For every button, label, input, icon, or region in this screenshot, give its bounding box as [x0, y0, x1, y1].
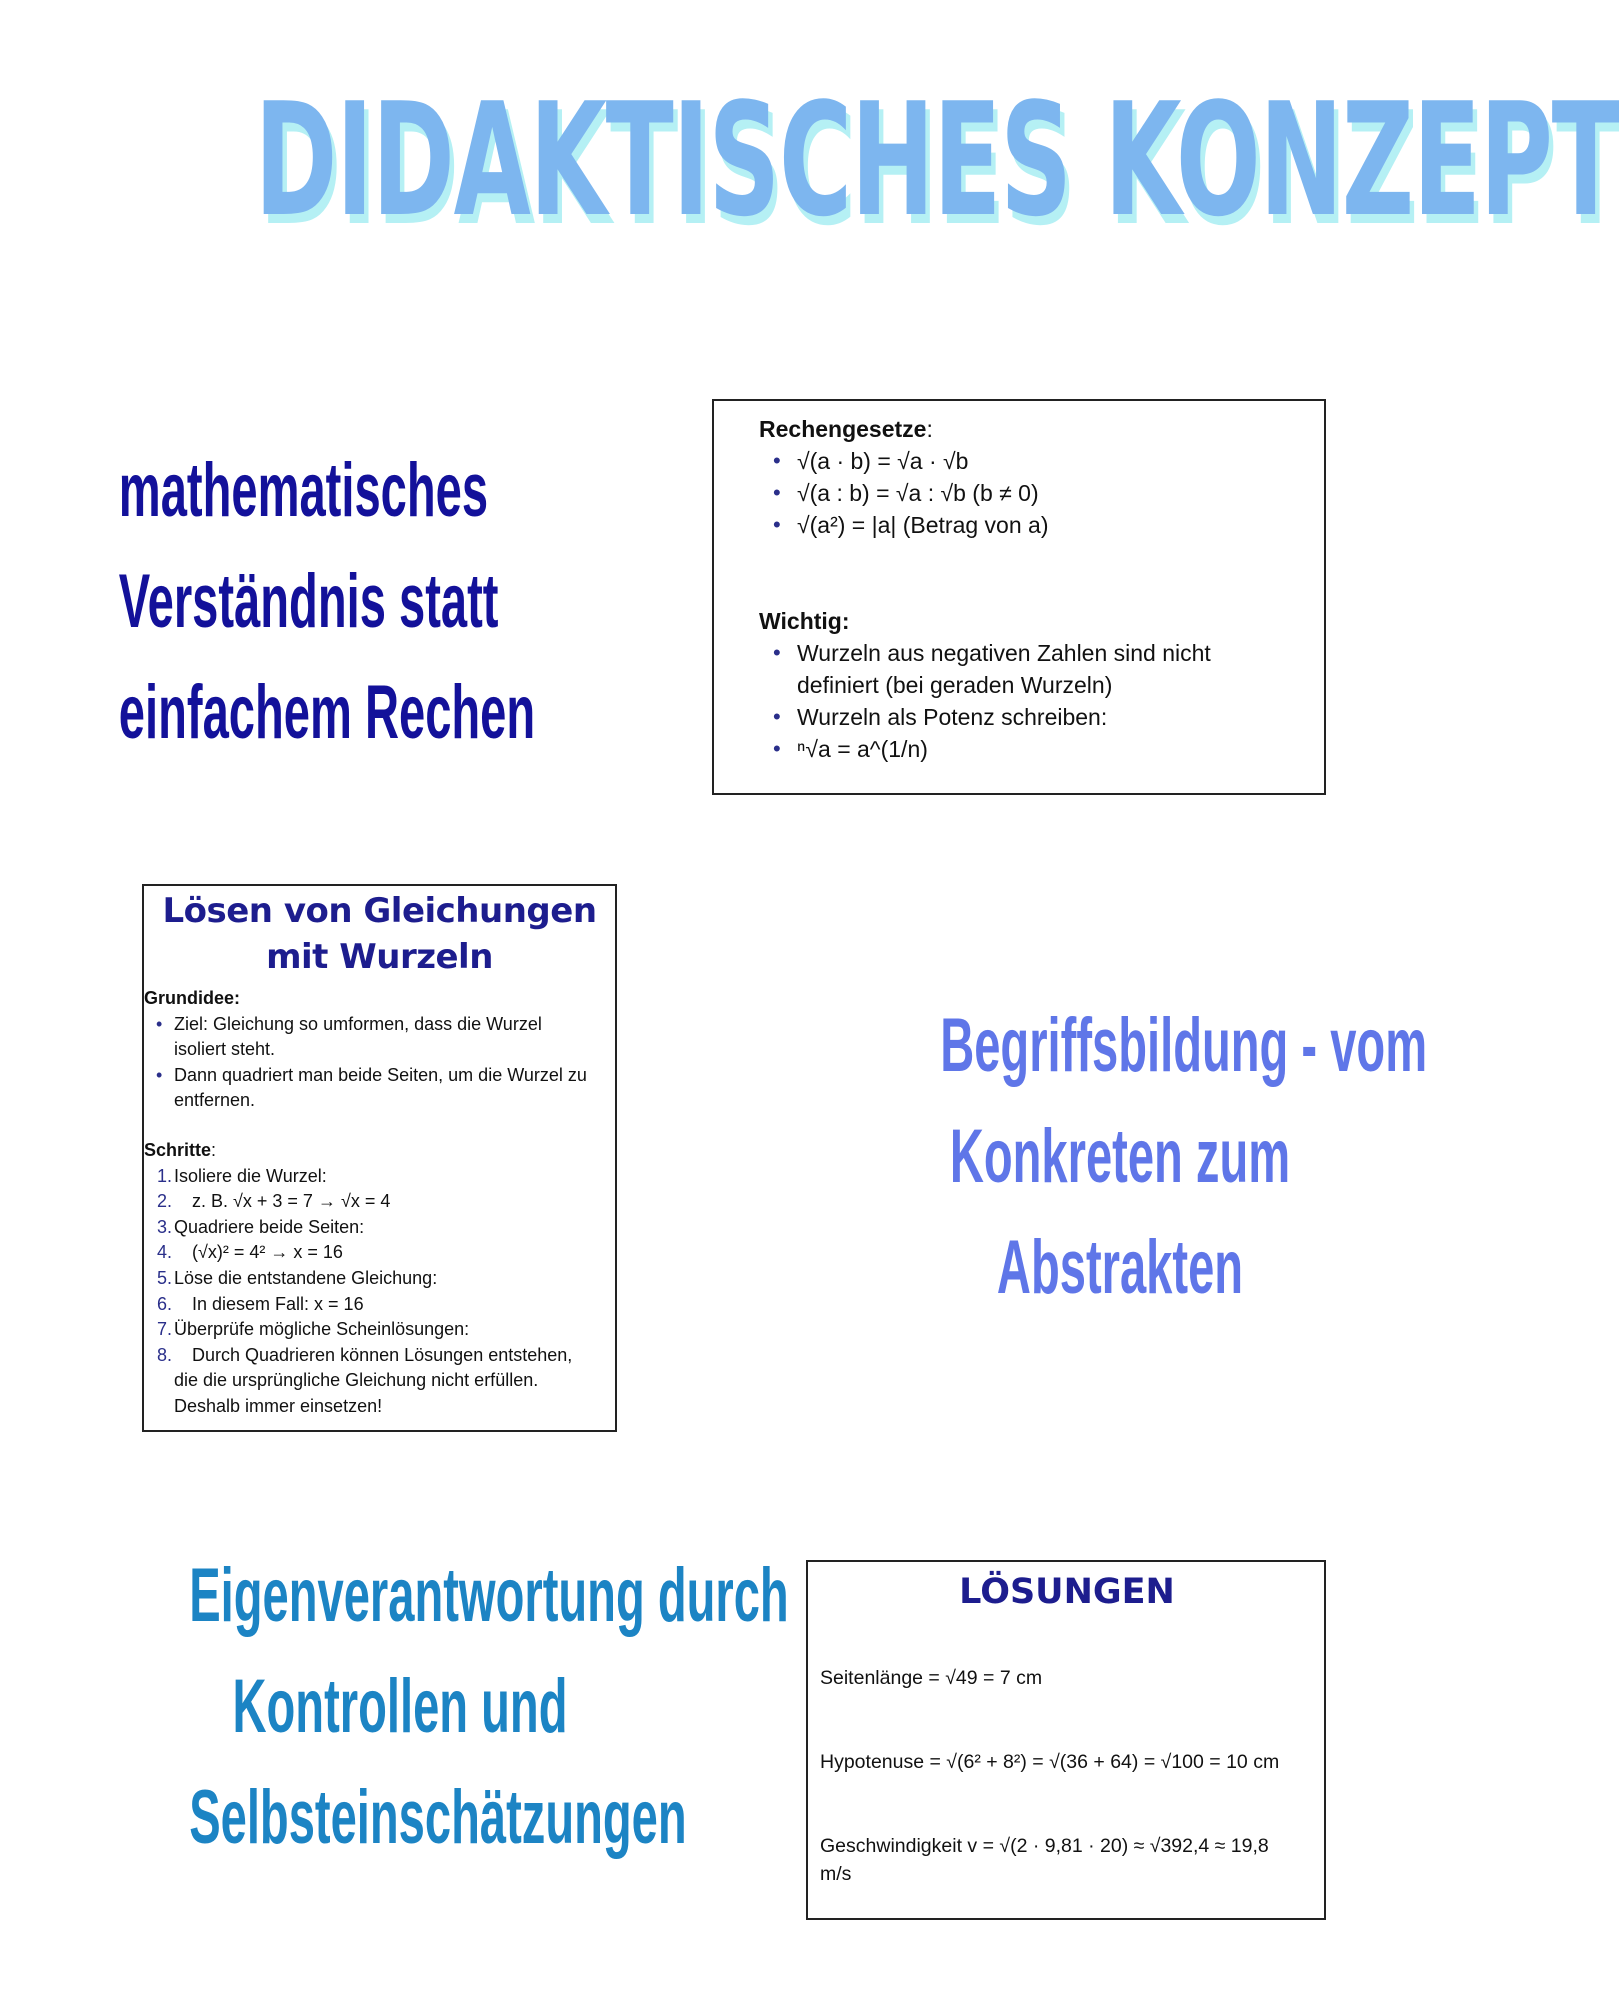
- steps-heading-colon: :: [211, 1139, 217, 1160]
- step-item: [144, 1266, 599, 1292]
- statement-line: Eigenverantwortung durch: [189, 1553, 789, 1638]
- statement-understanding: [20, 435, 540, 768]
- statement-line: Konkreten zum: [949, 1114, 1291, 1199]
- rules-heading: Rechengesetze: [759, 416, 927, 442]
- steps-list: [144, 1164, 615, 1420]
- rule-item: • √(a · b) = √a · √b: [759, 445, 1304, 477]
- step-number: 2.: [157, 1191, 173, 1212]
- statement-self-responsibility: [60, 1540, 789, 1873]
- important-item: • ⁿ√a = a^(1/n): [759, 733, 1304, 765]
- idea-item: • Dann quadriert man beide Seiten, um die Wurzel zu entfernen.: [144, 1063, 599, 1114]
- rule-item: • √(a : b) = √a : √b (b ≠ 0): [759, 477, 1304, 509]
- step-item: [144, 1343, 599, 1420]
- solution-item: Hypotenuse = √(6² + 8²) = √(36 + 64) = √100 = 10 cm: [820, 1751, 1280, 1773]
- step-text: Isoliere die Wurzel:: [174, 1165, 327, 1186]
- idea-item: • Ziel: Gleichung so umformen, dass die Wurzel isoliert steht.: [144, 1012, 599, 1063]
- statement-line: Kontrollen und: [232, 1664, 568, 1749]
- step-item: [144, 1317, 599, 1343]
- step-number: 3.: [157, 1216, 173, 1237]
- statement-line: mathematisches: [118, 448, 489, 533]
- solution-item: Geschwindigkeit v = √(2 · 9,81 · 20) ≈ √392,4 ≈ 19,8 m/s: [820, 1835, 1269, 1885]
- steps-heading: Schritte: [144, 1139, 212, 1160]
- step-number: 8.: [157, 1344, 173, 1365]
- step-number: 1.: [157, 1165, 173, 1186]
- important-item: • Wurzeln aus negativen Zahlen sind nicht definiert (bei geraden Wurzeln): [759, 637, 1304, 701]
- rules-box: [712, 399, 1326, 795]
- solution-item: Seitenlänge = √49 = 7 cm: [820, 1667, 1043, 1689]
- step-text: (√x)² = 4² → x = 16: [192, 1242, 343, 1263]
- solutions-box: [806, 1560, 1326, 1920]
- step-item: [144, 1215, 599, 1241]
- statement-line: Verständnis statt: [118, 559, 499, 644]
- step-item: [144, 1240, 599, 1266]
- step-text: Durch Quadrieren können Lösungen entstehen, die die ursprüngliche Gleichung nicht erfüllen. Deshalb immer einsetzen!: [174, 1344, 573, 1416]
- statement-line: Selbsteinschätzungen: [189, 1775, 687, 1860]
- step-number: 4.: [157, 1242, 173, 1263]
- step-item: [144, 1189, 599, 1215]
- step-text: Quadriere beide Seiten:: [174, 1216, 365, 1237]
- equations-heading-line: Lösen von Gleichungen: [162, 891, 597, 931]
- rules-list: [759, 445, 1304, 541]
- equations-heading: [144, 886, 615, 980]
- statement-line: Begriffsbildung - vom: [940, 1003, 1428, 1088]
- rules-heading-colon: :: [926, 416, 933, 442]
- important-heading: Wichtig:: [759, 608, 850, 634]
- rule-item: • √(a²) = |a| (Betrag von a): [759, 509, 1304, 541]
- equations-heading-line: mit Wurzeln: [266, 937, 493, 977]
- statement-line: einfachem Rechen: [118, 670, 536, 755]
- step-number: 6.: [157, 1293, 173, 1314]
- step-number: 5.: [157, 1267, 173, 1288]
- page-title: DIDAKTISCHES KONZEPT: [254, 69, 1619, 251]
- important-list: [759, 637, 1304, 765]
- step-item: [144, 1292, 599, 1318]
- step-item: [144, 1164, 599, 1190]
- step-text: z. B. √x + 3 = 7 → √x = 4: [192, 1191, 391, 1212]
- statement-concept-formation: [830, 990, 1428, 1323]
- step-text: Überprüfe mögliche Scheinlösungen:: [174, 1319, 470, 1340]
- important-item: • Wurzeln als Potenz schreiben:: [759, 701, 1304, 733]
- idea-heading: Grundidee:: [144, 988, 241, 1008]
- solutions-heading: LÖSUNGEN: [959, 1572, 1175, 1612]
- step-text: Löse die entstandene Gleichung:: [174, 1267, 438, 1288]
- idea-list: [144, 1012, 615, 1114]
- step-number: 7.: [157, 1319, 173, 1340]
- step-text: In diesem Fall: x = 16: [192, 1293, 364, 1314]
- equations-box: [142, 884, 617, 1432]
- statement-line: Abstrakten: [996, 1225, 1244, 1310]
